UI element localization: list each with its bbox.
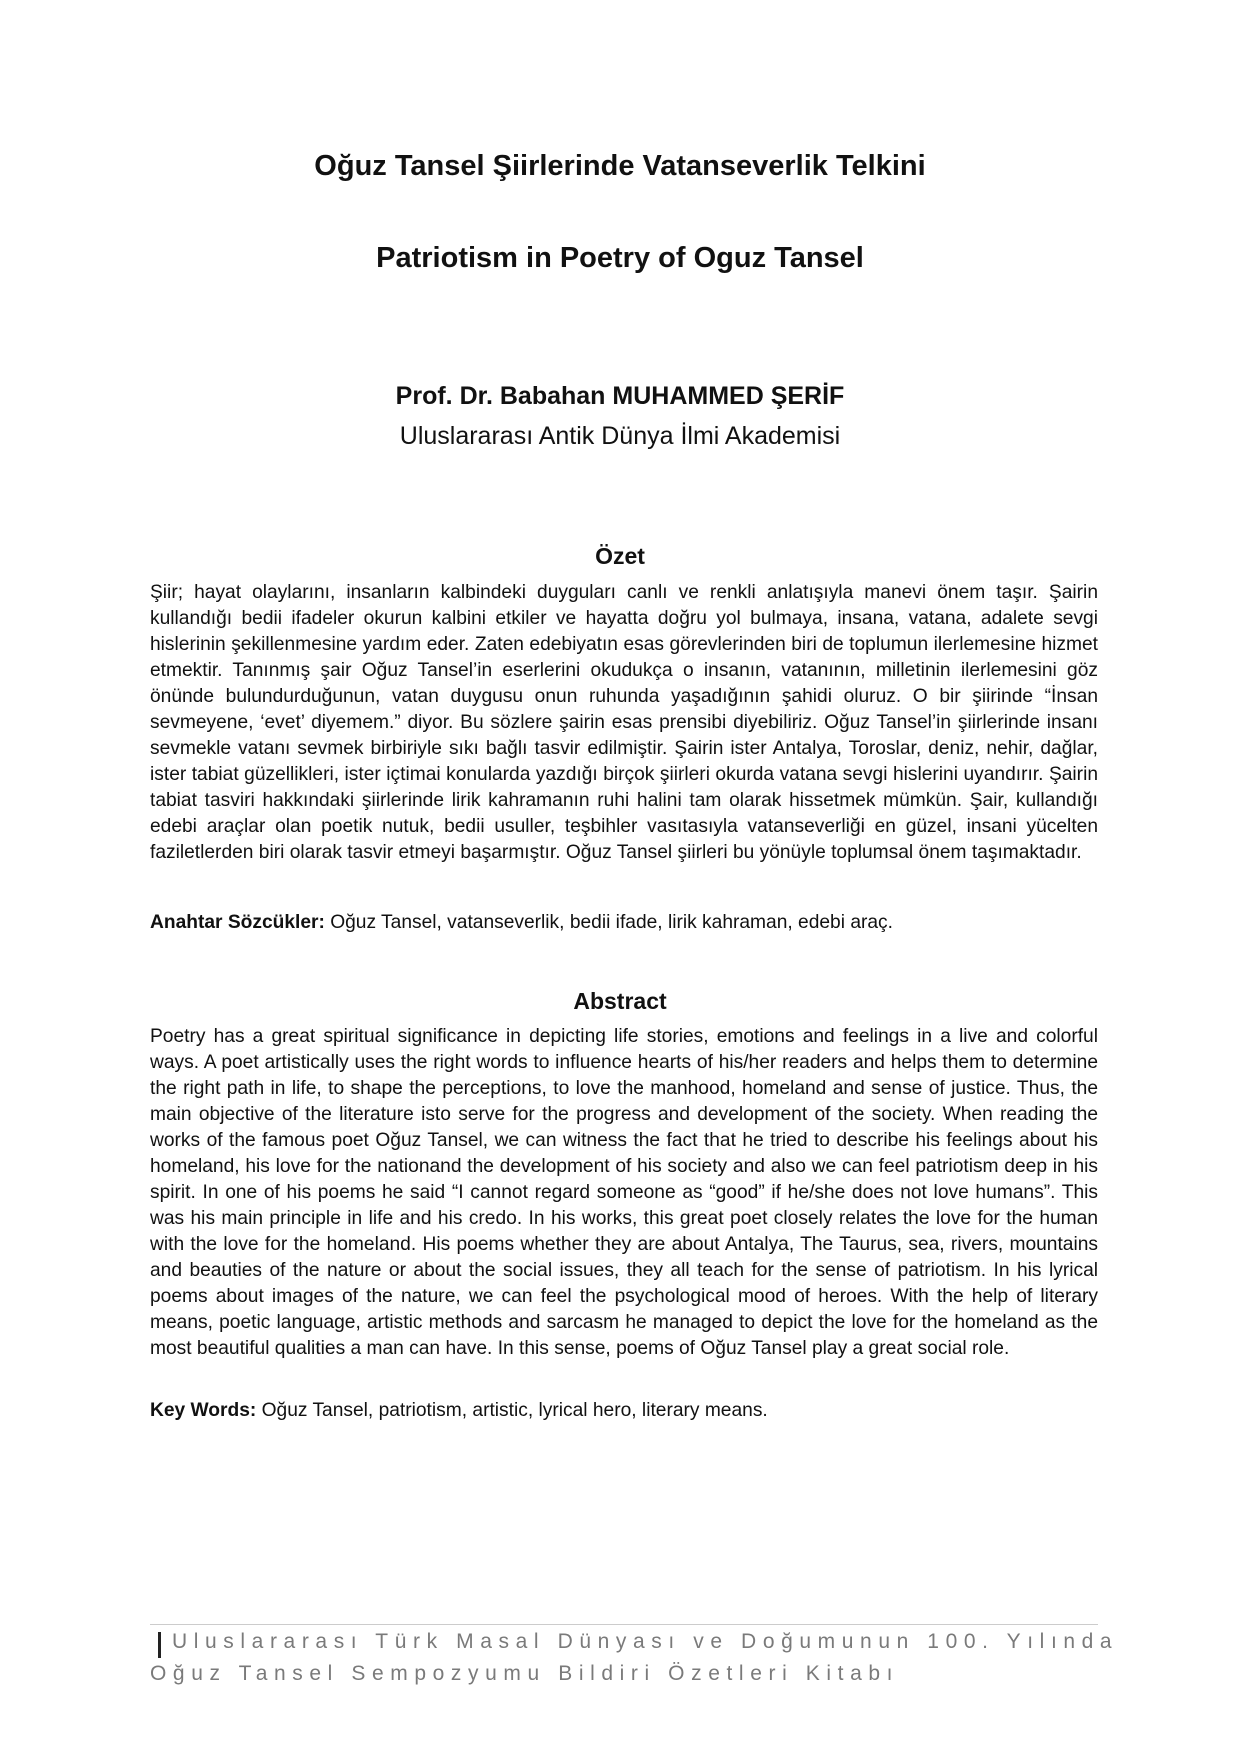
- abstract-keywords-label: Key Words:: [150, 1400, 257, 1421]
- abstract-keywords-text: Oğuz Tansel, patriotism, artistic, lyrical hero, literary means.: [256, 1400, 768, 1421]
- footer-divider: [150, 1624, 1098, 1625]
- footer-bar-marker: [158, 1632, 161, 1658]
- footer-line-2: Oğuz Tansel Sempozyumu Bildiri Özetleri Kitabı: [150, 1662, 900, 1685]
- abstract-heading: Abstract: [573, 988, 667, 1014]
- author-name: Prof. Dr. Babahan MUHAMMED ŞERİF: [395, 382, 845, 410]
- author-affiliation: Uluslararası Antik Dünya İlmi Akademisi: [399, 422, 841, 450]
- title-turkish: Oğuz Tansel Şiirlerinde Vatanseverlik Telkini: [314, 150, 926, 182]
- title-english: Patriotism in Poetry of Oguz Tansel: [376, 242, 864, 274]
- abstract-keywords: [150, 1398, 1098, 1424]
- ozet-keywords-text: Oğuz Tansel, vatanseverlik, bedii ifade, lirik kahraman, edebi araç.: [324, 912, 893, 933]
- abstract-body: Poetry has a great spiritual significance in depicting life stories, emotions and feelings in a live and colorful ways. A poet artistically uses the right words to influence hearts of his/her readers and helps them to determine the right path in life, to shape the perceptions, to love the manhood, homeland and sense of justice. Thus, the main objective of the literature isto serve for the progress and development of the society. When reading the works of the famous poet Oğuz Tansel, we can witness the fact that he tried to describe his feelings about his homeland, his love for the nationand the development of his society and also we can feel patriotism deep in his spirit. In one of his poems he said “I cannot regard someone as “good” if he/she does not love humans”. This was his main principle in life and his credo. In his works, this great poet closely relates the love for the human with the love for the homeland. His poems whether they are about Antalya, The Taurus, sea, rivers, mountains and beauties of the nature or about the social issues, they all teach for the sense of patriotism. In his lyrical poems about images of the nature, we can feel the psychological mood of heroes. With the help of literary means, poetic language, artistic methods and sarcasm he managed to depict the love for the homeland as the most beautiful qualities a man can have. In this sense, poems of Oğuz Tansel play a great social role.: [150, 1026, 1098, 1359]
- ozet-keywords-label: Anahtar Sözcükler:: [150, 912, 325, 933]
- ozet-keywords: [150, 910, 1098, 936]
- ozet-heading: Özet: [595, 543, 645, 569]
- ozet-body: Şiir; hayat olaylarını, insanların kalbindeki duyguları canlı ve renkli anlatışıyla manevi önem taşır. Şairin kullandığı bedii ifadeler okurun kalbini etkiler ve hayatta doğru yol bulmaya, insana, vatana, adalete sevgi hislerinin şekillenmesine yardım eder. Zaten edebiyatın esas görevlerinden biri de toplumun ilerlemesine hizmet etmektir. Tanınmış şair Oğuz Tansel’in eserlerini okudukça o insanın, vatanının, milletinin ilerlemesini göz önünde bulundurduğunun, vatan duygusu onun ruhunda yaşadığının şahidi oluruz. O bir şiirinde “İnsan sevmeyene, ‘evet’ diyemem.” diyor. Bu sözlere şairin esas prensibi diyebiliriz. Oğuz Tansel’in şiirlerinde insanı sevmekle vatanı sevmek birbiriyle sıkı bağlı tasvir edilmiştir. Şairin ister Antalya, Toroslar, deniz, nehir, dağlar, ister tabiat güzellikleri, ister içtimai konularda yazdığı birçok şiirleri okurda vatana sevgi hislerini uyandırır. Şairin tabiat tasviri hakkındaki şiirlerinde lirik kahramanın ruhi halini tam olarak hissetmek mümkün. Şair, kullandığı edebi araçlar olan poetik nutuk, bedii usuller, teşbihler vasıtasıyla vatanseverliği en güzel, insani yücelten faziletlerden biri olarak tasvir etmeyi başarmıştır. Oğuz Tansel şiirleri bu yönüyle toplumsal önem taşımaktadır.: [150, 582, 1098, 863]
- footer-line-1: Uluslararası Türk Masal Dünyası ve Doğumunun 100. Yılında: [172, 1630, 1119, 1653]
